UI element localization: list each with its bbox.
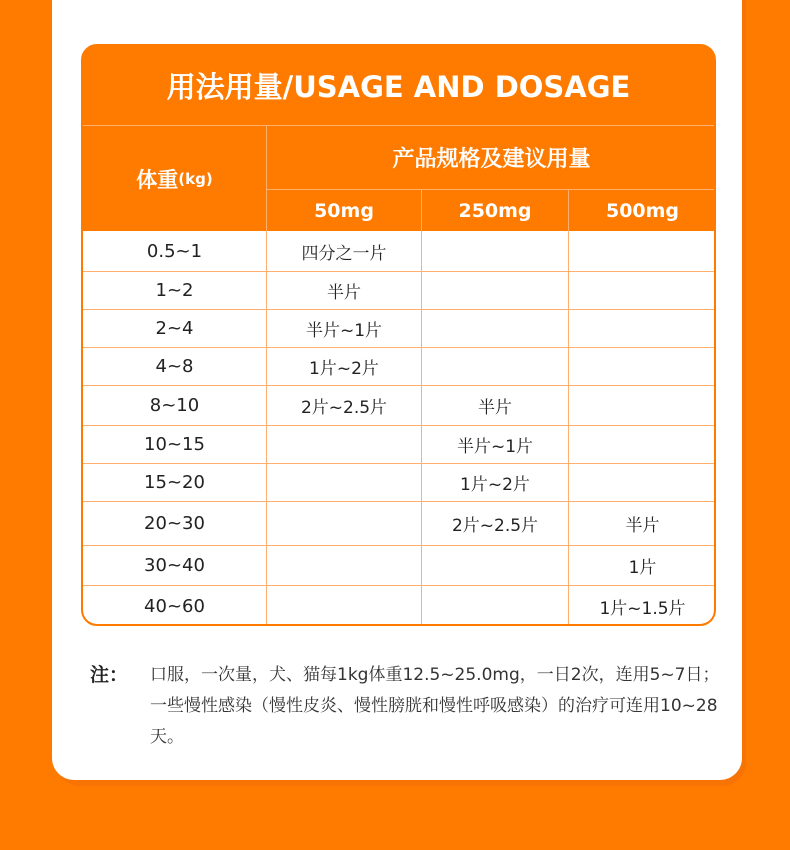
dose-50mg-cell bbox=[267, 502, 422, 545]
dose-250mg-cell bbox=[422, 272, 569, 309]
table-row bbox=[83, 585, 714, 626]
dose-500mg-cell bbox=[569, 272, 714, 309]
dose-50mg-cell bbox=[267, 586, 422, 626]
dose-250mg-cell: 半片 bbox=[422, 386, 569, 425]
table-row bbox=[83, 545, 714, 585]
table-row bbox=[83, 271, 714, 309]
dose-250mg-cell: 半片~1片 bbox=[422, 426, 569, 463]
dose-500mg-cell: 半片 bbox=[625, 516, 660, 536]
table-row bbox=[83, 347, 714, 385]
table-row bbox=[83, 231, 714, 271]
weight-cell: 20~30 bbox=[83, 502, 267, 545]
header-dose-50mg: 50mg bbox=[267, 190, 422, 231]
dosage-table bbox=[81, 44, 716, 626]
table-body bbox=[83, 231, 714, 626]
dose-500mg-cell bbox=[569, 386, 714, 425]
dose-250mg-cell: 2片~2.5片 bbox=[422, 502, 569, 545]
weight-cell: 10~15 bbox=[83, 426, 267, 463]
dose-50mg-cell: 1片~2片 bbox=[267, 348, 422, 385]
table-row bbox=[83, 463, 714, 501]
dose-250mg-cell bbox=[422, 310, 569, 347]
weight-cell: 0.5~1 bbox=[83, 231, 267, 271]
dose-500mg-cell bbox=[569, 426, 714, 463]
header-weight-label: 体重 bbox=[136, 167, 179, 192]
weight-cell: 2~4 bbox=[83, 310, 267, 347]
dose-50mg-cell bbox=[267, 464, 422, 501]
dose-50mg-cell: 半片 bbox=[267, 272, 422, 309]
table-row bbox=[83, 425, 714, 463]
table-row bbox=[83, 309, 714, 347]
header-dose-500mg: 500mg bbox=[605, 199, 680, 222]
weight-cell: 40~60 bbox=[83, 586, 267, 626]
dose-50mg-cell bbox=[267, 546, 422, 585]
note-label: 注： bbox=[90, 664, 129, 686]
dose-50mg-cell: 2片~2.5片 bbox=[267, 386, 422, 425]
table-row bbox=[83, 501, 714, 545]
dose-250mg-cell bbox=[422, 348, 569, 385]
header-weight bbox=[83, 126, 267, 231]
header-dose-250mg: 250mg bbox=[422, 190, 569, 231]
weight-cell: 4~8 bbox=[83, 348, 267, 385]
dose-50mg-cell: 四分之一片 bbox=[267, 231, 422, 271]
weight-cell: 15~20 bbox=[83, 464, 267, 501]
dose-50mg-cell: 半片~1片 bbox=[267, 310, 422, 347]
dose-250mg-cell bbox=[422, 546, 569, 585]
dose-500mg-cell bbox=[569, 231, 714, 271]
table-title: 用法用量/USAGE AND DOSAGE bbox=[83, 46, 714, 126]
dose-250mg-cell bbox=[422, 231, 569, 271]
dose-500mg-cell: 1片 bbox=[628, 558, 657, 578]
dose-500mg-cell bbox=[569, 348, 714, 385]
weight-cell: 8~10 bbox=[83, 386, 267, 425]
weight-cell: 30~40 bbox=[83, 546, 267, 585]
weight-cell: 1~2 bbox=[83, 272, 267, 309]
dose-500mg-cell bbox=[569, 464, 714, 501]
dose-250mg-cell bbox=[422, 586, 569, 626]
table-row bbox=[83, 385, 714, 425]
header-weight-unit: (kg) bbox=[178, 169, 213, 188]
dose-500mg-cell bbox=[569, 310, 714, 347]
header-spec: 产品规格及建议用量 bbox=[267, 126, 716, 190]
note-text: 口服，一次量，犬、猫每1kg体重12.5~25.0mg，一日2次，连用5~7日；一些慢性感染（慢性皮炎、慢性膀胱和慢性呼吸感染）的治疗可连用10~28天。 bbox=[150, 665, 720, 747]
dose-50mg-cell bbox=[267, 426, 422, 463]
dose-250mg-cell: 1片~2片 bbox=[422, 464, 569, 501]
dose-500mg-cell: 1片~1.5片 bbox=[599, 598, 686, 619]
